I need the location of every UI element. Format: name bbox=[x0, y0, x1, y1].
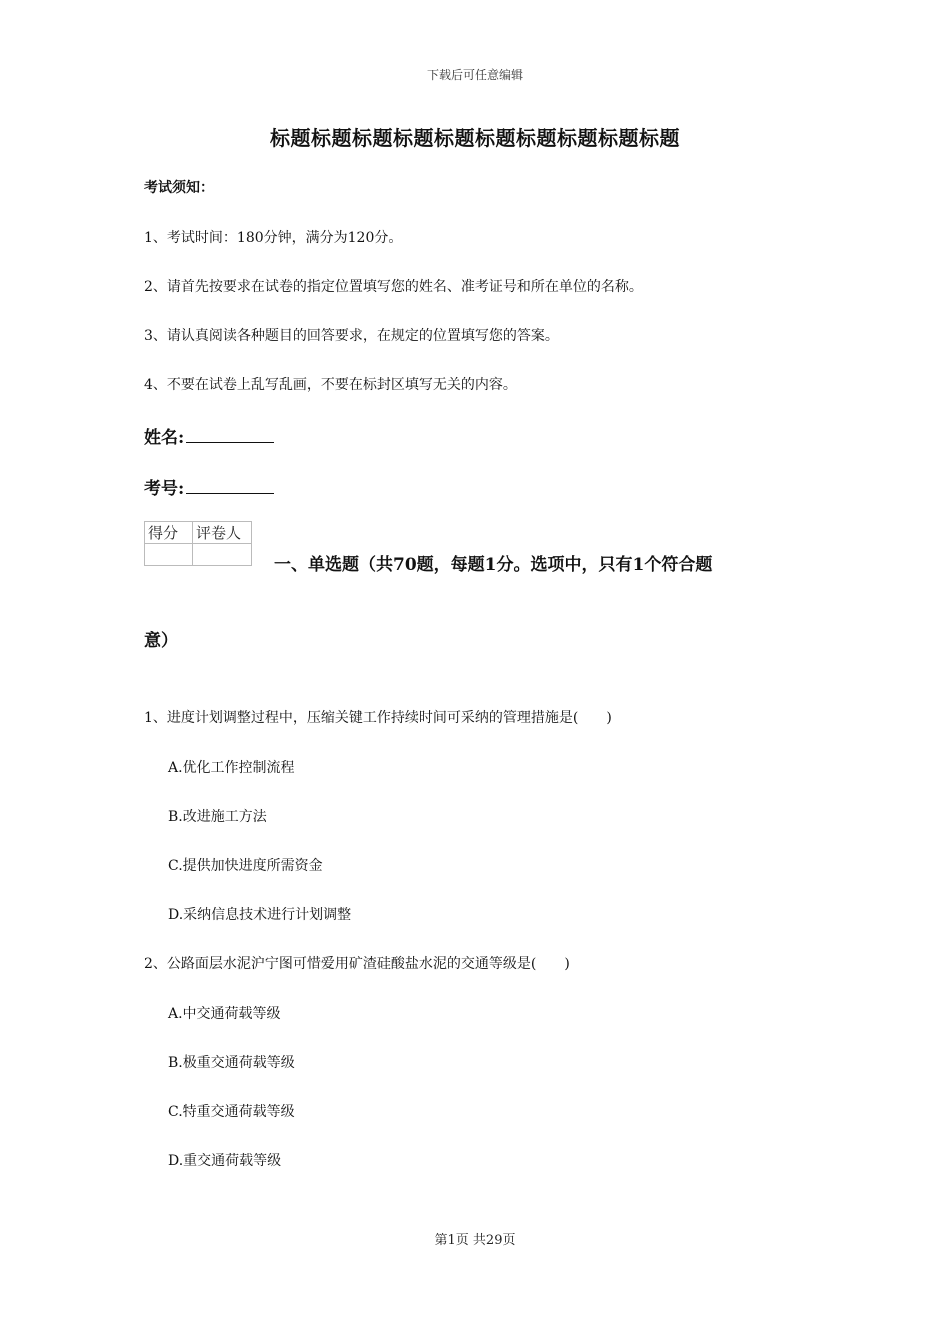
question-option[interactable]: C.特重交通荷载等级 bbox=[168, 1104, 295, 1120]
grader-cell[interactable] bbox=[193, 544, 252, 566]
question-stem: 1、进度计划调整过程中，压缩关键工作持续时间可采纳的管理措施是( ) bbox=[144, 710, 612, 726]
score-table-blank-row bbox=[145, 544, 252, 566]
question-option[interactable]: D.采纳信息技术进行计划调整 bbox=[168, 907, 352, 923]
notice-item: 2、请首先按要求在试卷的指定位置填写您的姓名、准考证号和所在单位的名称。 bbox=[144, 279, 643, 295]
notice-heading: 考试须知： bbox=[144, 180, 214, 196]
score-table bbox=[144, 521, 252, 566]
notice-item: 3、请认真阅读各种题目的回答要求，在规定的位置填写您的答案。 bbox=[144, 328, 559, 344]
question-option[interactable]: A.中交通荷载等级 bbox=[168, 1006, 281, 1022]
question-option[interactable]: C.提供加快进度所需资金 bbox=[168, 858, 323, 874]
page-footer: 第1页 共29页 bbox=[434, 1233, 516, 1248]
exam-number-blank[interactable] bbox=[186, 477, 274, 494]
name-blank[interactable] bbox=[186, 426, 274, 443]
question-option[interactable]: A.优化工作控制流程 bbox=[168, 760, 295, 776]
header-note: 下载后可任意编辑 bbox=[426, 68, 523, 82]
section-heading: 一、单选题（共70题，每题1分。选项中，只有1个符合题 bbox=[274, 555, 713, 575]
grader-header: 评卷人 bbox=[193, 522, 252, 544]
exam-number-label: 考号: bbox=[144, 479, 185, 499]
question-option[interactable]: B.改进施工方法 bbox=[168, 809, 267, 825]
question-stem: 2、公路面层水泥沪宁图可惜爱用矿渣硅酸盐水泥的交通等级是( ) bbox=[144, 956, 570, 972]
notice-item: 1、考试时间：180分钟，满分为120分。 bbox=[144, 230, 403, 246]
section-heading-continued: 意） bbox=[144, 631, 178, 651]
document-title: 标题标题标题标题标题标题标题标题标题标题 bbox=[270, 126, 680, 150]
question-option[interactable]: D.重交通荷载等级 bbox=[168, 1153, 282, 1169]
score-header: 得分 bbox=[145, 522, 193, 544]
name-field bbox=[144, 423, 274, 448]
notice-item: 4、不要在试卷上乱写乱画，不要在标封区填写无关的内容。 bbox=[144, 377, 517, 393]
score-table-header-row bbox=[145, 522, 252, 544]
name-label: 姓名: bbox=[144, 428, 185, 448]
score-cell[interactable] bbox=[145, 544, 193, 566]
exam-number-field bbox=[144, 474, 274, 499]
question-option[interactable]: B.极重交通荷载等级 bbox=[168, 1055, 295, 1071]
